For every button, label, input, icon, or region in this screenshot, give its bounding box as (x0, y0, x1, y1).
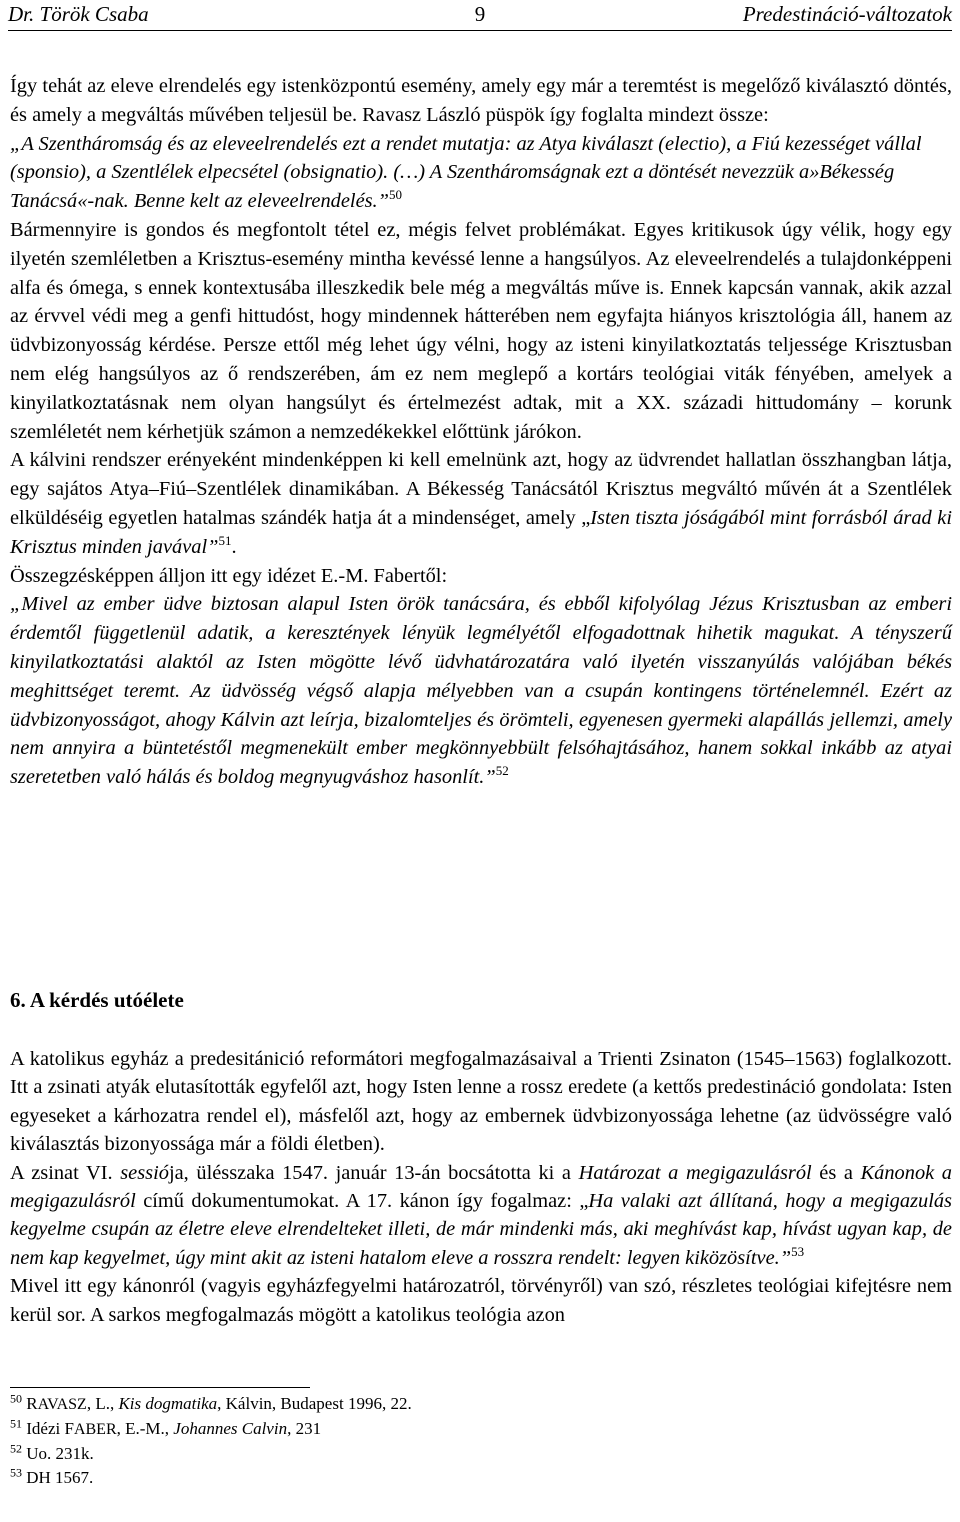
footnote-number: 50 (10, 1391, 22, 1406)
footnote-text: Idézi F (26, 1419, 74, 1438)
canon-doc-canons: Kánonok a megigazulásról (10, 1161, 952, 1213)
header-page-number: 9 (474, 2, 486, 26)
calvin-system-text: A kálvini rendszer erényeként mindenképpen ki kell emelnünk azt, hogy az üdvrendet hallatlan összhangban látja, egy sajátos Atya–Fiú–Szentlélek dinamikában. A Békesség Tanácsától Krisztus megváltó művén át a Szentlélek elküldéséig egyetlen hatalmas szándék hatja át a mindenséget, amely „ (10, 449, 952, 529)
footnote-text: , L., (86, 1394, 119, 1413)
footnote-smallcaps: AVASZ (37, 1396, 87, 1413)
paragraph-calvin-system (10, 446, 952, 561)
canon-doc-decree: Határozat a megigazulásról (578, 1161, 812, 1184)
footnote-52 (10, 1442, 910, 1466)
summary-intro-text: Összegzésképpen álljon itt egy idézet E.-M. Fabertől: (10, 564, 448, 587)
main-text (10, 72, 952, 792)
footnote-ref-52[interactable]: 52 (495, 763, 509, 779)
canon-quote: Ha valaki azt állítaná, hogy a megigazulás kegyelme csupán az életre eleve elrendelteket illeti, de már mindenki más, aki meghívást kap, hívást ugyan kap, de nem kap kegyelmet, úgy mint akit az isteni hatalom eleve a rosszra rendelt: legyen kiközösítve.” (10, 1190, 952, 1269)
quote-ravasz (10, 130, 952, 216)
page-header (8, 0, 952, 31)
footnote-smallcaps: ABER (73, 1421, 117, 1438)
header-author: Dr. Török Csaba (8, 2, 149, 26)
canon-text-g: című dokumentumokat. A 17. kánon így fogalmaz: „ (135, 1190, 589, 1213)
footnote-51 (10, 1417, 910, 1442)
footnote-number: 51 (10, 1416, 22, 1431)
footnote-text: DH 1567. (26, 1468, 94, 1487)
calvin-quote: Isten tiszta jóságából mint forrásból árad ki Krisztus minden javával” (10, 506, 952, 558)
canon-text-e: és a (811, 1161, 861, 1184)
footnote-number: 53 (10, 1465, 22, 1480)
quote-ravasz-text: „A Szentháromság és az eleveelrendelés ezt a rendet mutatja: az Atya kiválaszt (electio), a Fiú kezességet vállal (sponsio), a Szentlélek elpecsétel (obsignatio). (…) A Szentháromságnak ezt a döntését nevezzük a»Békesség Tanácsá«-nak. Benne kelt az eleveelrendelés.” (10, 132, 922, 213)
footnote-separator (10, 1387, 310, 1388)
footnote-title: Johannes Calvin (173, 1419, 288, 1438)
quote-faber-text: „Mivel az ember üdve biztosan alapul Isten örök tanácsára, és ebből kifolyólag Jézus Krisztusban az emberi érdemtől függetlenül adatik, a keresztények lényük legmélyétől elfogadottnak hihetik magukat. A tényszerű kinyilatkoztatási alaktól az Isten mögötte lévő üdvhatározatára való ilyetén visszanyúlás valójában békés meghittséget teremt. Az üdvösség végső alapja mélyebben van a csupán kontingens történelemnél. Ezért az üdvbizonyosságot, ahogy Kálvin azt leírja, bizalomteljes és örömteli, egyenesen gyermeki alapállás jellemzi, amely nem annyira a büntetéstől megmenekült ember megkönnyebbült felsóhajtásához, hanem sokkal inkább az atyai szeretetben való hálás és boldog megnyugváshoz hasonlít.” (10, 593, 952, 789)
quote-faber (10, 590, 952, 792)
footnote-text: , Kálvin, Budapest 1996, 22. (217, 1394, 412, 1413)
paragraph-intro (10, 72, 952, 130)
footnote-text: , E.-M., (116, 1419, 174, 1438)
footnote-number: 52 (10, 1441, 22, 1456)
footnote-53 (10, 1466, 910, 1490)
canon-text-a: A zsinat VI. (10, 1161, 121, 1184)
paragraph-critics (10, 216, 952, 446)
header-title: Predestináció-változatok (742, 2, 952, 26)
footnote-title: Kis dogmatika (118, 1394, 218, 1413)
section-text (10, 1045, 952, 1329)
section-heading: 6. A kérdés utóélete (10, 988, 184, 1012)
footnote-ref-53[interactable]: 53 (791, 1244, 805, 1260)
intro-text: Így tehát az eleve elrendelés egy istenközpontú esemény, amely egy már a teremtést is megelőző kiválasztó döntés, és amely a megváltás művében teljesül be. Ravasz László püspök így foglalta mindezt össze: (10, 75, 952, 126)
footnote-ref-51[interactable]: 51 (218, 532, 232, 548)
footnote-ref-50[interactable]: 50 (389, 187, 402, 203)
calvin-system-end: . (231, 535, 237, 558)
footnote-text: R (26, 1394, 38, 1413)
paragraph-canon (10, 1159, 952, 1329)
canon-text-i: Mivel itt egy kánonról (vagyis egyházfegyelmi határozatról, törvényről) van szó, részletes teológiai kifejtésre nem kerül sor. A sarkos megfogalmazás mögött a katolikus teológia azon (10, 1275, 952, 1326)
paragraph-summary-intro (10, 562, 952, 591)
trent-text: A katolikus egyház a predesitánició reformátori megfogalmazásaival a Trienti Zsinaton (1545–1563) foglalkozott. Itt a zsinati atyák elutasították egyfelől azt, hogy Isten lenne a rossz eredete (a kettős predestináció gondolata: Isten egyeseket a kárhozatra rendel el), másfelől azt, hogy az embernek üdvbizonyossága lehetne (az üdvösségre való kiválasztás bizonyossága már a földi életben). (10, 1048, 952, 1156)
footnote-50 (10, 1392, 910, 1417)
paragraph-trent (10, 1045, 952, 1159)
canon-text-c: ja, ülésszaka 1547. január 13-án bocsátotta ki a (168, 1161, 579, 1184)
critics-text: Bármennyire is gondos és megfontolt tétel ez, mégis felvet problémákat. Egyes kritikusok úgy vélik, hogy egy ilyetén szemléletben a Krisztus-esemény mintha kevéssé lenne a hangsúlyos. Az eleveelrendelés a tulajdonképpeni alfa és ómega, s ennek kontextusába illeszkedik bele még a megváltás műve is. Ennek kapcsán vannak, akik azzal az érvvel védi meg a genfi hittudóst, hogy mindennek hátterében nem egyfajta hiányos krisztológia áll, hanem az üdvbizonyosság kérdése. Persze ettől még lehet úgy vélni, hogy az isteni kinyilatkoztatás teljessége Krisztusban nem elég hangsúlyos az ő rendszerében, ám ez nem meglepő a kortárs teológiai viták fényében, amelyek a kinyilatkoztatásnak nem olyan hangsúlyt és értelmezést adtak, mit a XX. századi hittudomány – korunk szemléletét nem kérhetjük számon a nemzedékekkel előttünk járókon. (10, 218, 952, 443)
footnotes (10, 1392, 910, 1490)
footnote-text: Uo. 231k. (26, 1444, 94, 1463)
footnote-text: , 231 (287, 1419, 322, 1438)
canon-text-sessio: sessió (120, 1161, 169, 1184)
